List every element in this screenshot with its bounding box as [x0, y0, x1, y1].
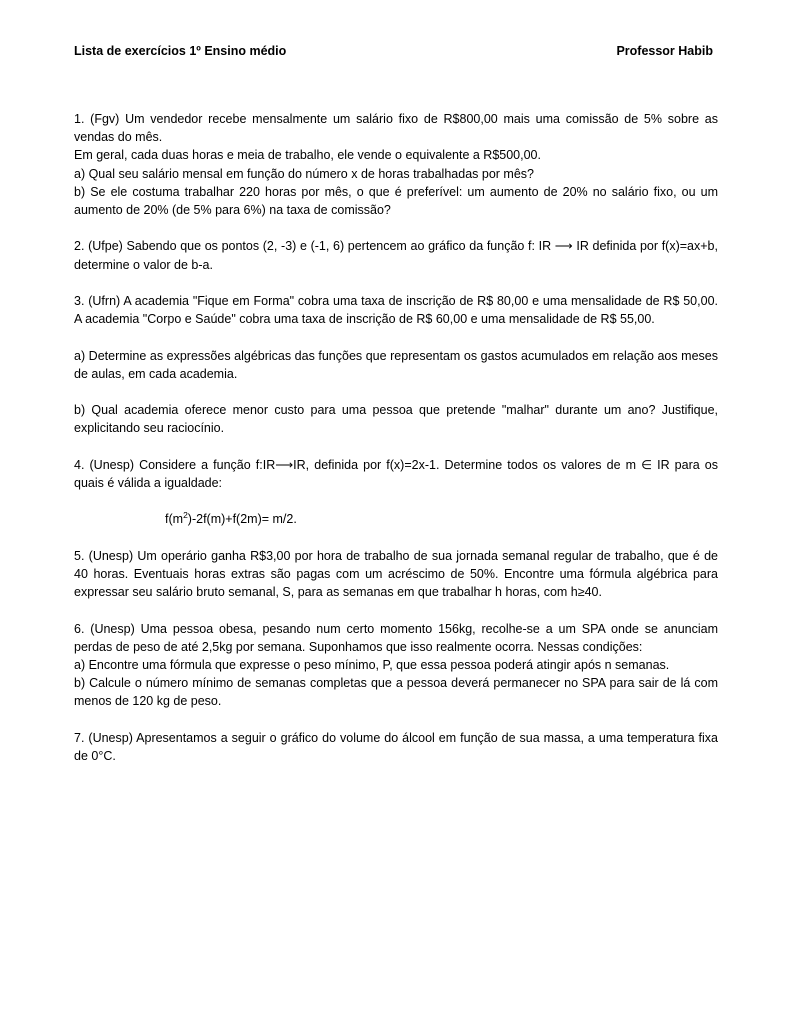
header-teacher: Professor Habib	[616, 44, 713, 58]
question-3-item-b: b) Qual academia oferece menor custo para uma pessoa que pretende "malhar" durante um ano? Justifique, explicitando seu raciocínio.	[74, 403, 718, 436]
formula-end: )-2f(m)+f(2m)= m/2.	[187, 512, 297, 527]
question-6-item-a: a) Encontre uma fórmula que expresse o peso mínimo, P, que essa pessoa poderá atingir após n semanas.	[74, 657, 670, 672]
question-1-item-a: a) Qual seu salário mensal em função do número x de horas trabalhadas por mês?	[74, 166, 534, 181]
question-6-item-b: b) Calcule o número mínimo de semanas completas que a pessoa deverá permanecer no SPA para sair de lá com menos de 120 kg de peso.	[74, 676, 718, 709]
formula-start: f(m	[165, 512, 184, 527]
question-3-text: 3. (Ufrn) A academia "Fique em Forma" cobra uma taxa de inscrição de R$ 80,00 e uma mensalidade de R$ 50,00. A academia "Corpo e Saúde" cobra uma taxa de inscrição de R$ 60,00 e uma mensalidade de R$ 55,00.	[74, 294, 718, 327]
page-header	[74, 44, 713, 62]
question-7-text: 7. (Unesp) Apresentamos a seguir o gráfico do volume do álcool em função de sua massa, a uma temperatura fixa de 0°C.	[74, 730, 718, 763]
formula-exponent: 2	[183, 510, 188, 521]
question-4-formula	[74, 510, 718, 528]
question-4-text: 4. (Unesp) Considere a função f:IR⟶IR, definida por f(x)=2x-1. Determine todos os valores de m ∈ IR para os quais é válida a igualdade:	[74, 457, 718, 490]
header-title: Lista de exercícios 1º Ensino médio	[74, 44, 287, 58]
question-3-item-a: a) Determine as expressões algébricas das funções que representam os gastos acumulados em relação aos meses de aulas, em cada academia.	[74, 348, 718, 381]
question-2-text: 2. (Ufpe) Sabendo que os pontos (2, -3) e (-1, 6) pertencem ao gráfico da função f: IR ⟶ IR definida por f(x)=ax+b, determine o valor de b-a.	[74, 239, 718, 272]
question-6-text: 6. (Unesp) Uma pessoa obesa, pesando num certo momento 156kg, recolhe-se a um SPA onde se anunciam perdas de peso de até 2,5kg por semana. Suponhamos que isso realmente ocorra. Nessas condições:	[74, 621, 718, 654]
exercise-list	[74, 110, 718, 765]
question-1-text: 1. (Fgv) Um vendedor recebe mensalmente um salário fixo de R$800,00 mais uma comissão de 5% sobre as vendas do mês.	[74, 112, 718, 145]
question-1-line2: Em geral, cada duas horas e meia de trabalho, ele vende o equivalente a R$500,00.	[74, 148, 541, 163]
question-5-text: 5. (Unesp) Um operário ganha R$3,00 por hora de trabalho de sua jornada semanal regular de trabalho, que é de 40 horas. Eventuais horas extras são pagas com um acréscimo de 50%. Encontre uma fórmula algébrica para expressar seu salário bruto semanal, S, para as semanas em que trabalhar h horas, com h≥40.	[74, 548, 718, 600]
question-1-item-b: b) Se ele costuma trabalhar 220 horas por mês, o que é preferível: um aumento de 20% no salário fixo, ou um aumento de 20% (de 5% para 6%) na taxa de comissão?	[74, 184, 718, 218]
